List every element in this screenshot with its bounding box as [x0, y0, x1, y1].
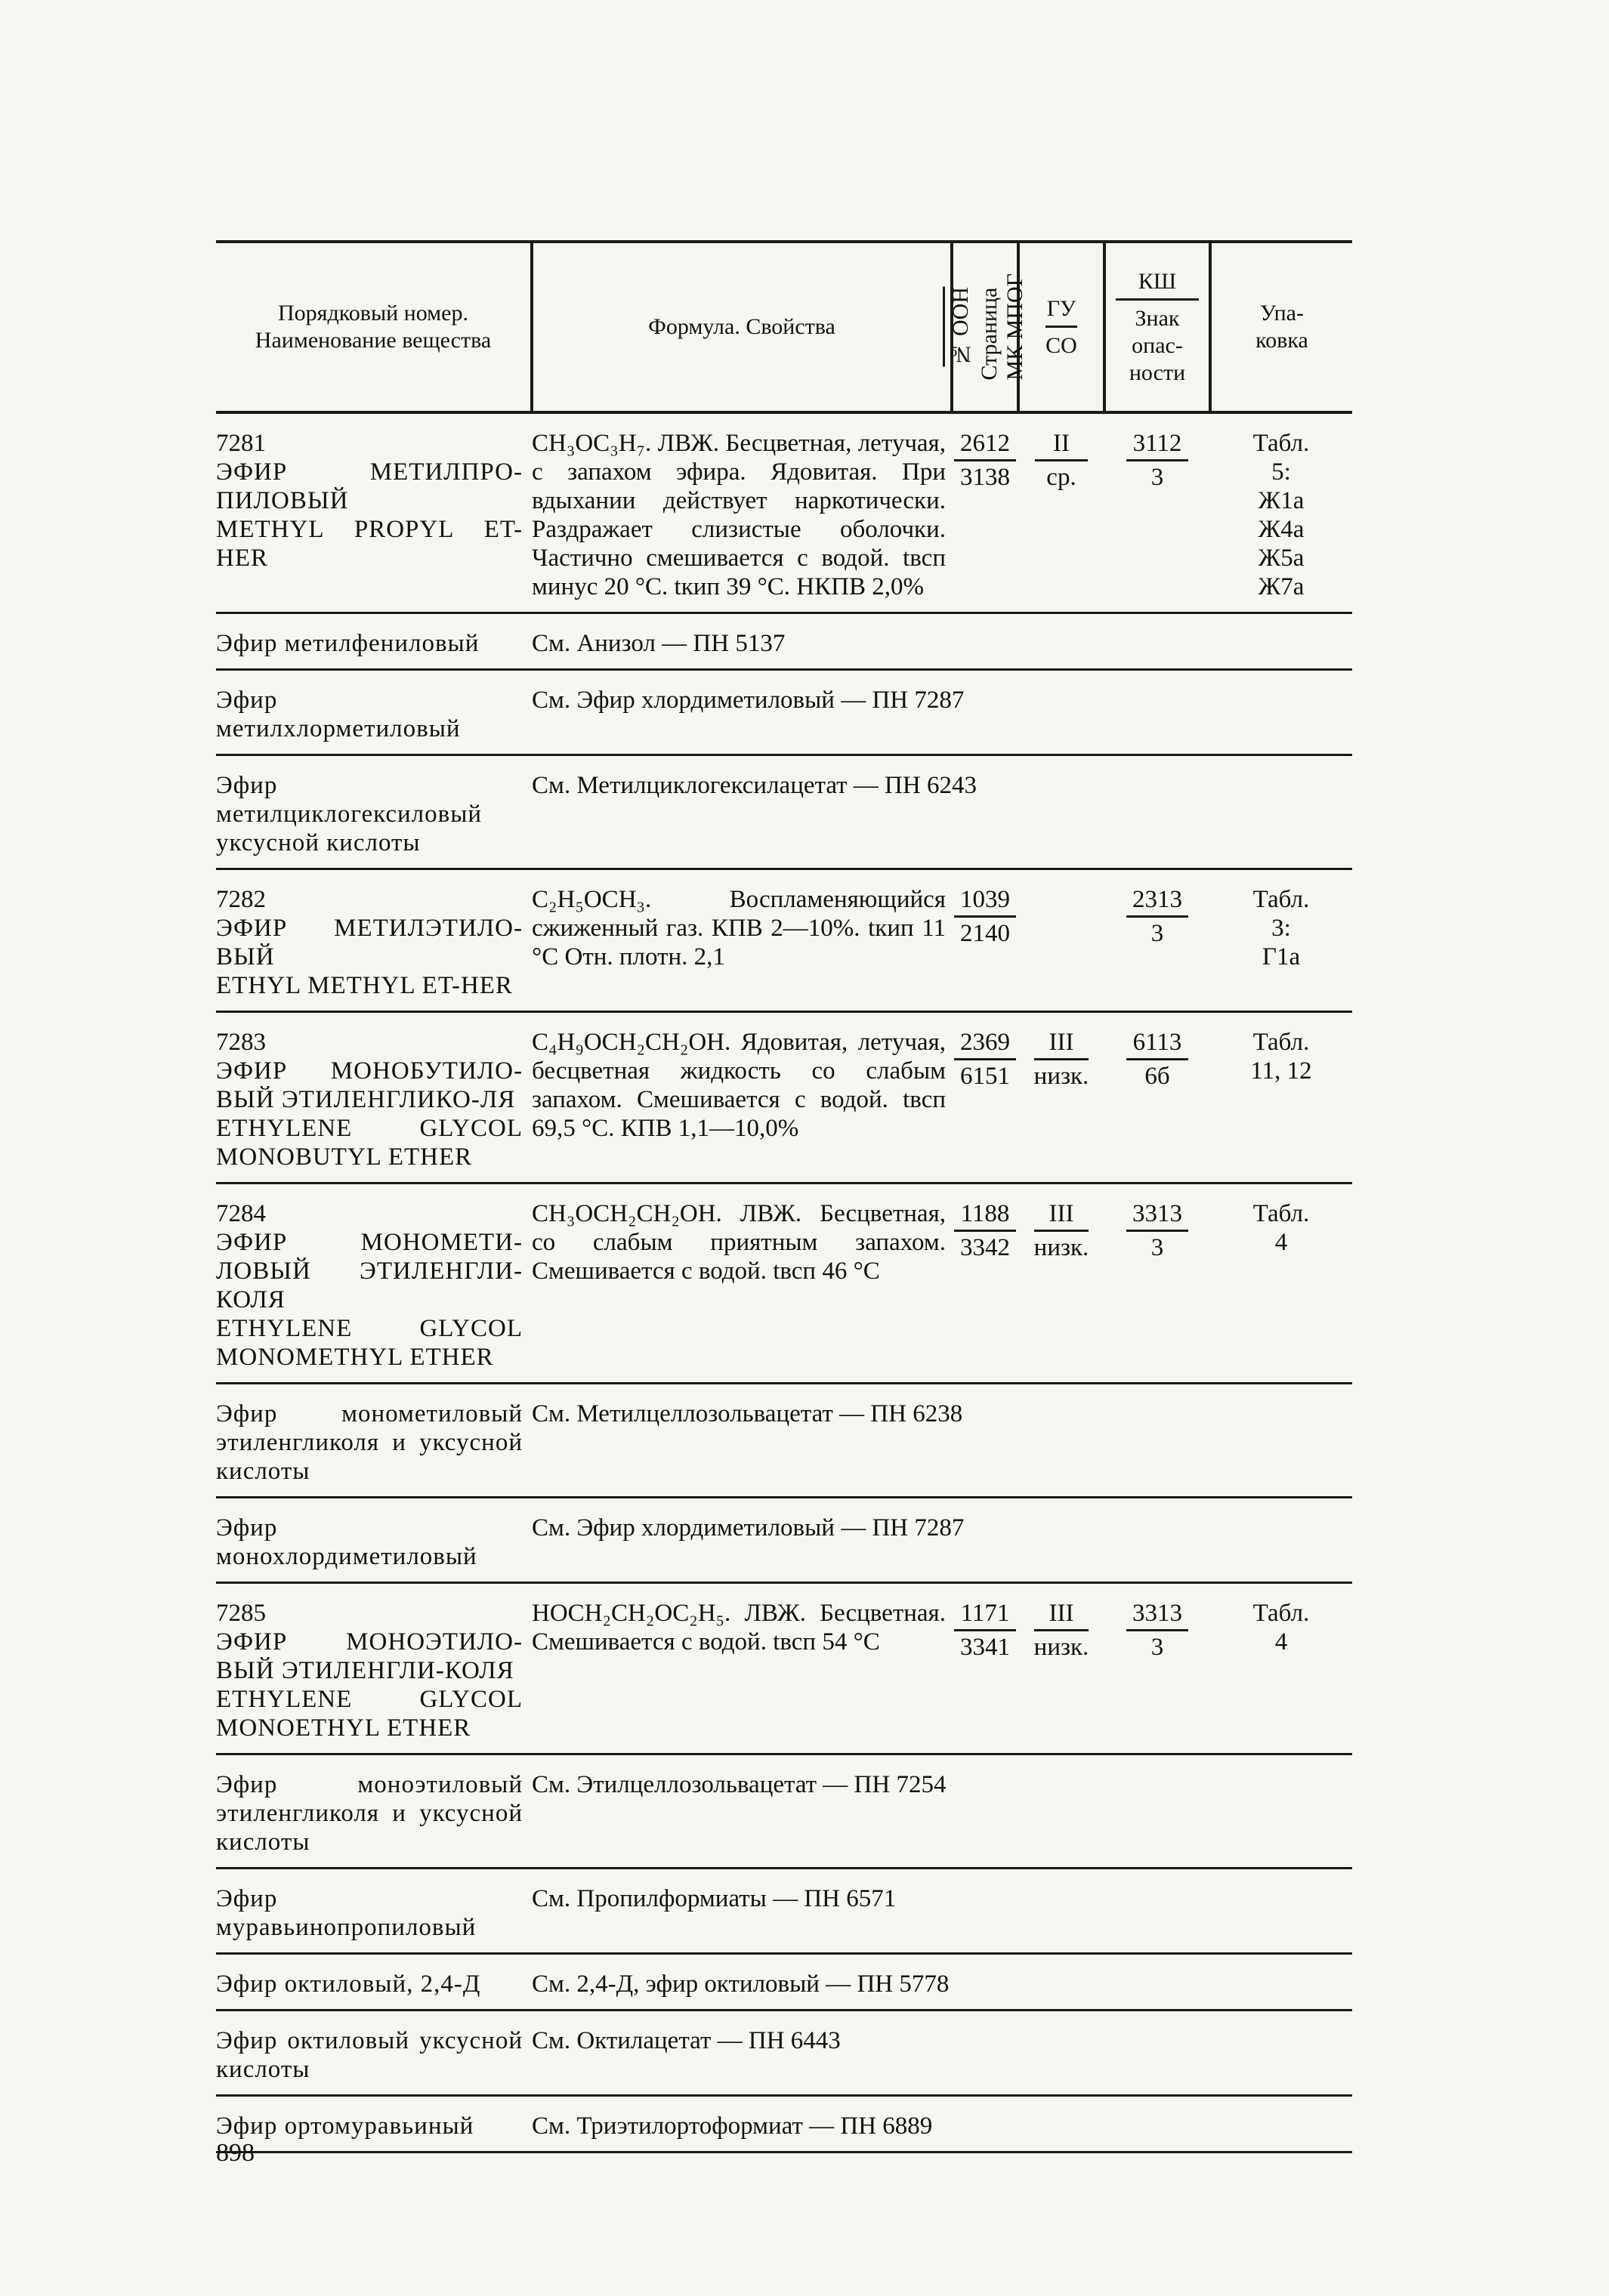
gu-so-cell — [1018, 1183, 1104, 1384]
entry-number: 7285 — [216, 1600, 266, 1627]
table-page — [216, 240, 1352, 2153]
entry-number: 7281 — [216, 430, 266, 457]
gu-value: III — [1034, 1028, 1089, 1060]
un-number: 2369 — [954, 1028, 1016, 1060]
substance-name-cell — [216, 613, 532, 670]
substance-name: Эфир метилциклогексиловый уксусной кислоты — [216, 772, 483, 856]
un-page-cell — [952, 1012, 1018, 1183]
substance-name: ЭФИР МЕТИЛПРО-ПИЛОВЫЙ — [216, 458, 523, 514]
gu-so-cell — [1018, 412, 1104, 613]
ksh-znak-cell — [1104, 412, 1210, 613]
un-number: 2612 — [954, 429, 1016, 461]
gu-value: III — [1034, 1599, 1089, 1631]
table-row — [216, 1954, 1352, 2011]
substance-name-cell — [216, 1869, 532, 1954]
header-formula: Формула. Свойства — [532, 243, 952, 412]
un-page-fraction — [954, 1028, 1016, 1091]
formula-properties: C₂H₅OCH₃. Воспламеняющийся сжиженный газ. КПВ 2—10%. tкип 11 °C Отн. плотн. 2,1 — [532, 886, 946, 971]
gu-so-fraction — [1034, 1599, 1089, 1662]
so-value: низк. — [1033, 1634, 1089, 1661]
substance-name: Эфир октиловый уксусной кислоты — [216, 2027, 523, 2083]
mpog-page: 3342 — [960, 1234, 1010, 1261]
entry-number: 7283 — [216, 1029, 266, 1056]
ksh-value: 2313 — [1126, 885, 1188, 918]
gu-value: II — [1035, 429, 1088, 461]
ksh-value: 3313 — [1126, 1599, 1188, 1631]
substance-name-cell — [216, 2096, 532, 2152]
gu-so-cell — [1018, 1012, 1104, 1183]
entry-number: 7284 — [216, 1200, 266, 1227]
substance-name-cell — [216, 1498, 532, 1583]
table-row — [216, 869, 1352, 1012]
gu-so-fraction — [1034, 1028, 1089, 1091]
danger-sign: 3 — [1150, 1634, 1164, 1661]
substance-name-cell — [216, 1012, 532, 1183]
ksh-znak-cell — [1104, 869, 1210, 1012]
table-row — [216, 1754, 1352, 1869]
cross-reference: См. Метилцеллозольвацетат — ПН 6238 — [532, 1400, 963, 1427]
table-row — [216, 2011, 1352, 2096]
table-row — [216, 1012, 1352, 1183]
danger-sign: 3 — [1150, 1234, 1164, 1261]
substance-name-en: ETHYLENE GLYCOL MONOBUTYL ETHER — [216, 1115, 523, 1171]
table-row — [216, 1183, 1352, 1384]
mpog-page: 3138 — [960, 464, 1010, 491]
un-page-fraction — [954, 1199, 1016, 1262]
so-value: ср. — [1046, 464, 1076, 491]
cross-reference: См. Эфир хлордиметиловый — ПН 7287 — [532, 1514, 965, 1541]
ksh-znak-fraction — [1126, 429, 1188, 492]
gu-so-fraction — [1035, 429, 1088, 492]
cross-reference: См. Эфир хлордиметиловый — ПН 7287 — [532, 687, 965, 714]
table-row — [216, 613, 1352, 670]
ksh-znak-fraction — [1126, 1599, 1188, 1662]
un-number: 1039 — [954, 885, 1016, 918]
un-page-fraction — [954, 429, 1016, 492]
substance-name: ЭФИР МОНОЭТИЛО-ВЫЙ ЭТИЛЕНГЛИ-КОЛЯ — [216, 1628, 523, 1684]
header-so: СО — [1045, 332, 1077, 358]
danger-sign: 6б — [1144, 1063, 1170, 1090]
entry-number: 7282 — [216, 886, 266, 913]
un-number: 1188 — [954, 1199, 1016, 1232]
substance-name: Эфир октиловый, 2,4-Д — [216, 1970, 481, 1998]
packaging: Табл. 11, 12 — [1250, 1029, 1312, 1085]
mpog-page: 3341 — [960, 1634, 1010, 1661]
ksh-znak-fraction — [1126, 885, 1188, 948]
ksh-znak-fraction — [1126, 1199, 1188, 1262]
ksh-znak-cell — [1104, 1183, 1210, 1384]
substance-name-en: METHYL PROPYL ET-HER — [216, 516, 523, 572]
cross-reference: См. Анизол — ПН 5137 — [532, 630, 786, 657]
table-row — [216, 1498, 1352, 1583]
substance-name: Эфир монохлордиметиловый — [216, 1514, 477, 1570]
substance-name-cell — [216, 1183, 532, 1384]
un-page-fraction — [954, 1599, 1016, 1662]
substance-name: Эфир метилфениловый — [216, 630, 480, 657]
substance-name: Эфир монометиловый этиленгликоля и уксусной кислоты — [216, 1400, 523, 1485]
substance-name-en: ETHYLENE GLYCOL MONOETHYL ETHER — [216, 1686, 523, 1742]
substance-name-cell — [216, 1583, 532, 1754]
danger-sign: 3 — [1150, 920, 1164, 947]
substance-name: Эфир метилхлорметиловый — [216, 687, 461, 742]
so-value: низк. — [1033, 1234, 1089, 1261]
un-page-cell — [952, 1583, 1018, 1754]
ksh-value: 3112 — [1126, 429, 1188, 461]
un-page-cell — [952, 1183, 1018, 1384]
ksh-znak-fraction — [1126, 1028, 1188, 1091]
substance-name: ЭФИР МОНОБУТИЛО-ВЫЙ ЭТИЛЕНГЛИКО-ЛЯ — [216, 1057, 523, 1113]
ksh-value: 3313 — [1126, 1199, 1188, 1232]
header-un-page — [947, 243, 1027, 412]
danger-sign: 3 — [1150, 464, 1164, 491]
gu-so-fraction — [1034, 1199, 1089, 1262]
cross-reference: См. Октилацетат — ПН 6443 — [532, 2027, 841, 2054]
substance-name-cell — [216, 670, 532, 755]
substance-name-en: ETHYLENE GLYCOL MONOMETHYL ETHER — [216, 1315, 523, 1371]
header-gu-so — [1018, 243, 1104, 412]
table-row — [216, 2096, 1352, 2152]
substance-name-cell — [216, 2011, 532, 2096]
substance-name: Эфир моноэтиловый этиленгликоля и уксусной кислоты — [216, 1771, 523, 1856]
header-ksh-znak — [1104, 243, 1210, 412]
mpog-page: 2140 — [960, 920, 1010, 947]
substance-name-cell — [216, 1954, 532, 2011]
header-znak: Знак опас-ности — [1129, 305, 1186, 385]
un-number: 1171 — [954, 1599, 1016, 1631]
substance-name: ЭФИР МОНОМЕТИ-ЛОВЫЙ ЭТИЛЕНГЛИ-КОЛЯ — [216, 1229, 523, 1313]
un-page-cell — [952, 412, 1018, 613]
substance-name-en: ETHYL METHYL ET-HER — [216, 972, 513, 999]
cross-reference: См. Пропилформиаты — ПН 6571 — [532, 1885, 897, 1912]
page-number: 898 — [216, 2139, 255, 2167]
substance-name: Эфир ортомуравьиный — [216, 2112, 474, 2140]
cross-reference: См. Триэтилортоформиат — ПН 6889 — [532, 2112, 933, 2140]
table-row — [216, 670, 1352, 755]
header-ksh: КШ — [1116, 268, 1199, 301]
ksh-znak-cell — [1104, 1583, 1210, 1754]
substance-name-cell — [216, 755, 532, 869]
un-page-fraction — [954, 885, 1016, 948]
un-page-cell — [952, 869, 1018, 1012]
header-name: Порядковый номер. Наименование вещества — [255, 301, 492, 353]
table-row — [216, 1869, 1352, 1954]
formula-properties: C₄H₉OCH₂CH₂OH. Ядовитая, летучая, бесцветная жидкость со слабым запахом. Смешивается с водой. tвсп 69,5 °C. КПВ 1,1—10,0% — [532, 1029, 946, 1142]
table-row — [216, 755, 1352, 869]
gu-so-cell — [1018, 1583, 1104, 1754]
table-row — [216, 1384, 1352, 1498]
formula-properties: HOCH₂CH₂OC₂H₅. ЛВЖ. Бесцветная. Смешивается с водой. tвсп 54 °C — [532, 1600, 946, 1656]
substance-name-cell — [216, 1754, 532, 1869]
formula-properties: CH₃OCH₂CH₂OH. ЛВЖ. Бесцветная, со слабым приятным запахом. Смешивается с водой. tвсп 46 °C — [532, 1200, 946, 1285]
substance-name: ЭФИР МЕТИЛЭТИЛО-ВЫЙ — [216, 915, 523, 971]
table-row — [216, 412, 1352, 613]
substances-table — [216, 243, 1352, 2153]
gu-value: III — [1034, 1199, 1089, 1232]
substance-name-cell — [216, 1384, 532, 1498]
table-row — [216, 1583, 1352, 1754]
header-gu: ГУ — [1045, 295, 1077, 328]
cross-reference: См. Этилцеллозольвацетат — ПН 7254 — [532, 1771, 947, 1798]
cross-reference: См. Метилциклогексилацетат — ПН 6243 — [532, 772, 977, 799]
formula-properties: CH₃OC₃H₇. ЛВЖ. Бесцветная, летучая, с запахом эфира. Ядовитая. При вдыхании действует наркотически. Раздражает слизистые оболочки. Частично смешивается с водой. tвсп минус 20 °C. tкип 39 °C. НКПВ 2,0% — [532, 430, 946, 600]
cross-reference: См. 2,4-Д, эфир октиловый — ПН 5778 — [532, 1970, 950, 1998]
table-header — [216, 243, 1352, 412]
ksh-znak-cell — [1104, 1012, 1210, 1183]
packaging: Табл. 3: Г1а — [1252, 886, 1310, 971]
gu-so-cell — [1018, 869, 1104, 1012]
packaging: Табл. 4 — [1252, 1600, 1310, 1656]
header-page: Страница МК МПОГ — [976, 273, 1027, 381]
ksh-value: 6113 — [1126, 1028, 1188, 1060]
mpog-page: 6151 — [960, 1063, 1010, 1090]
so-value: низк. — [1033, 1063, 1089, 1090]
substance-name-cell — [216, 412, 532, 613]
substance-name: Эфир муравьинопропиловый — [216, 1885, 477, 1941]
substance-name-cell — [216, 869, 532, 1012]
packaging: Табл. 5: Ж1а Ж4а Ж5а Ж7а — [1252, 430, 1310, 600]
header-pack: Упа-ковка — [1255, 301, 1308, 353]
header-un: № ООН — [943, 287, 974, 367]
packaging: Табл. 4 — [1252, 1200, 1310, 1256]
